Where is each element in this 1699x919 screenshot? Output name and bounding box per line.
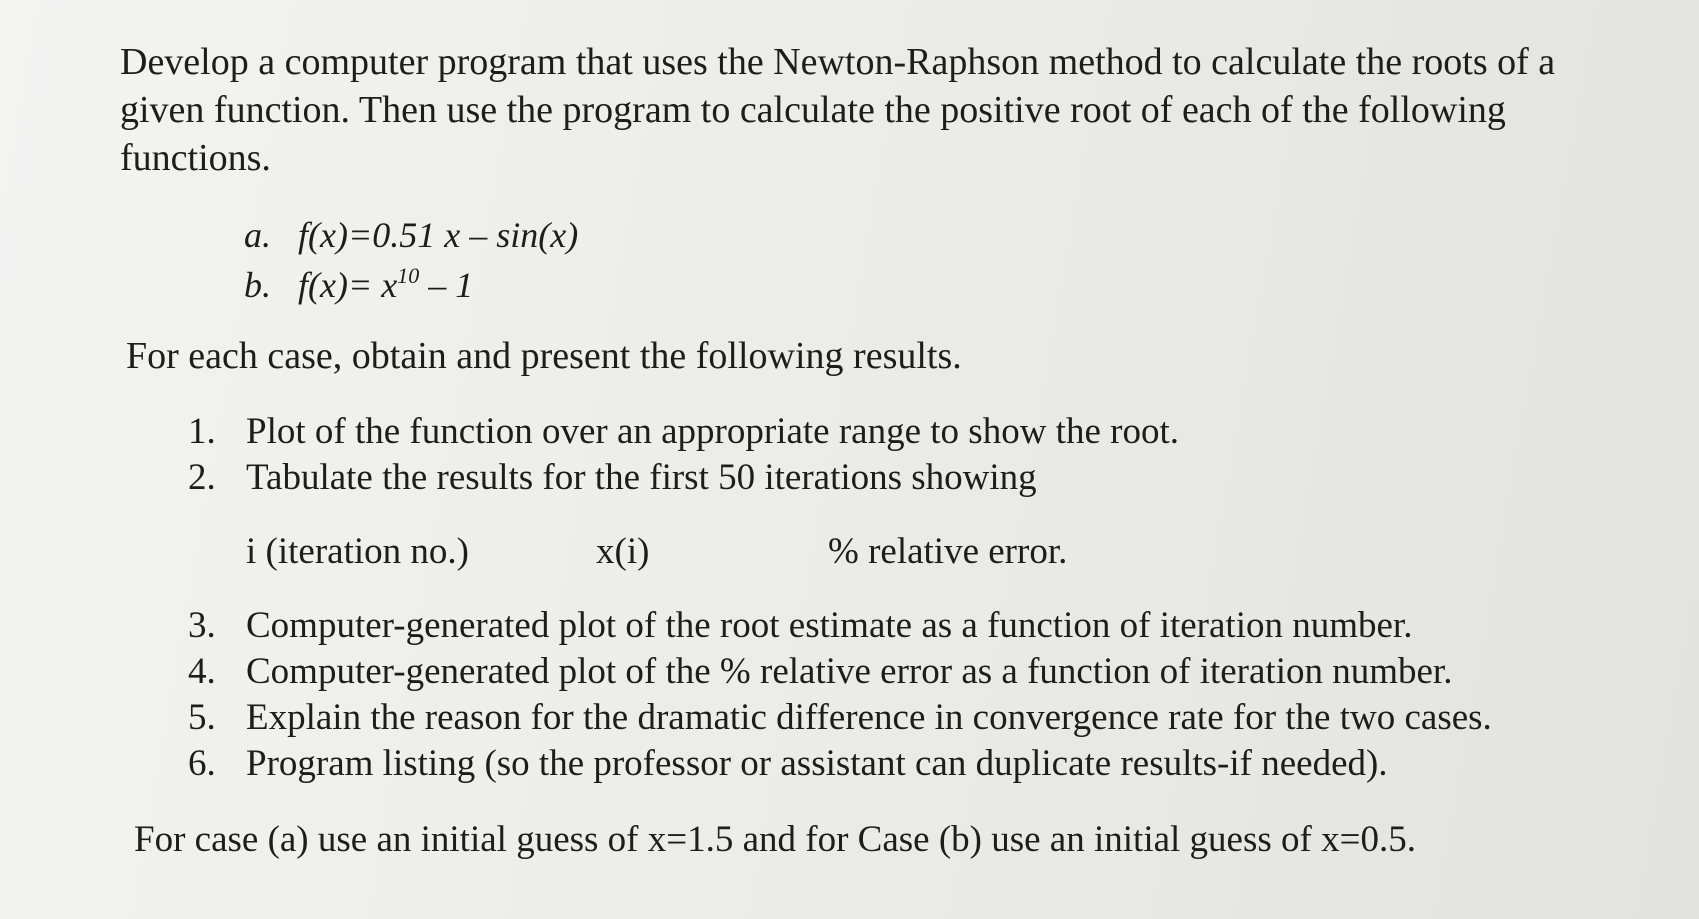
requirement-number: 4.: [188, 651, 216, 692]
expression-tail: – 1: [419, 265, 474, 305]
requirement-item-4: [188, 650, 1452, 693]
function-item-a: [244, 210, 578, 260]
function-label: a.: [244, 215, 271, 255]
function-expression: f(x)=0.51 x – sin(x): [298, 215, 579, 255]
requirement-text: Computer-generated plot of the % relative error as a function of iteration number.: [246, 651, 1453, 692]
requirement-text: Tabulate the results for the first 50 iterations showing: [246, 457, 1037, 498]
expression-exponent: 10: [397, 263, 420, 288]
requirement-text: Plot of the function over an appropriate range to show the root.: [246, 411, 1179, 452]
column-header-error: % relative error.: [828, 531, 1068, 572]
requirement-number: 1.: [188, 411, 216, 452]
requirement-item-2: [188, 456, 1037, 499]
expression-base: f(x)= x: [298, 265, 398, 305]
requirement-text: Explain the reason for the dramatic difference in convergence rate for the two cases.: [246, 697, 1492, 738]
function-item-b: [244, 260, 578, 310]
requirement-text: Computer-generated plot of the root estimate as a function of iteration number.: [246, 605, 1413, 646]
requirement-item-5: [188, 696, 1492, 739]
requirement-number: 2.: [188, 457, 216, 498]
function-list: [244, 210, 578, 310]
requirement-item-1: [188, 410, 1179, 453]
requirement-number: 3.: [188, 605, 216, 646]
requirement-number: 5.: [188, 697, 216, 738]
function-expression: [298, 265, 473, 305]
requirement-number: 6.: [188, 743, 216, 784]
requirement-item-6: [188, 742, 1388, 785]
each-case-heading: For each case, obtain and present the following results.: [126, 335, 962, 377]
requirement-item-3: [188, 604, 1412, 647]
column-header-iteration: i (iteration no.): [246, 531, 469, 572]
column-header-x: x(i): [596, 531, 650, 572]
requirement-text: Program listing (so the professor or assistant can duplicate results-if needed).: [246, 743, 1388, 784]
initial-guess-note: For case (a) use an initial guess of x=1.5 and for Case (b) use an initial guess of x=0.5.: [134, 819, 1416, 860]
intro-paragraph: Develop a computer program that uses the Newton-Raphson method to calculate the roots of a given function. Then use the program to calculate the positive root of each of the following functions.: [120, 41, 1556, 179]
function-label: b.: [244, 265, 271, 305]
